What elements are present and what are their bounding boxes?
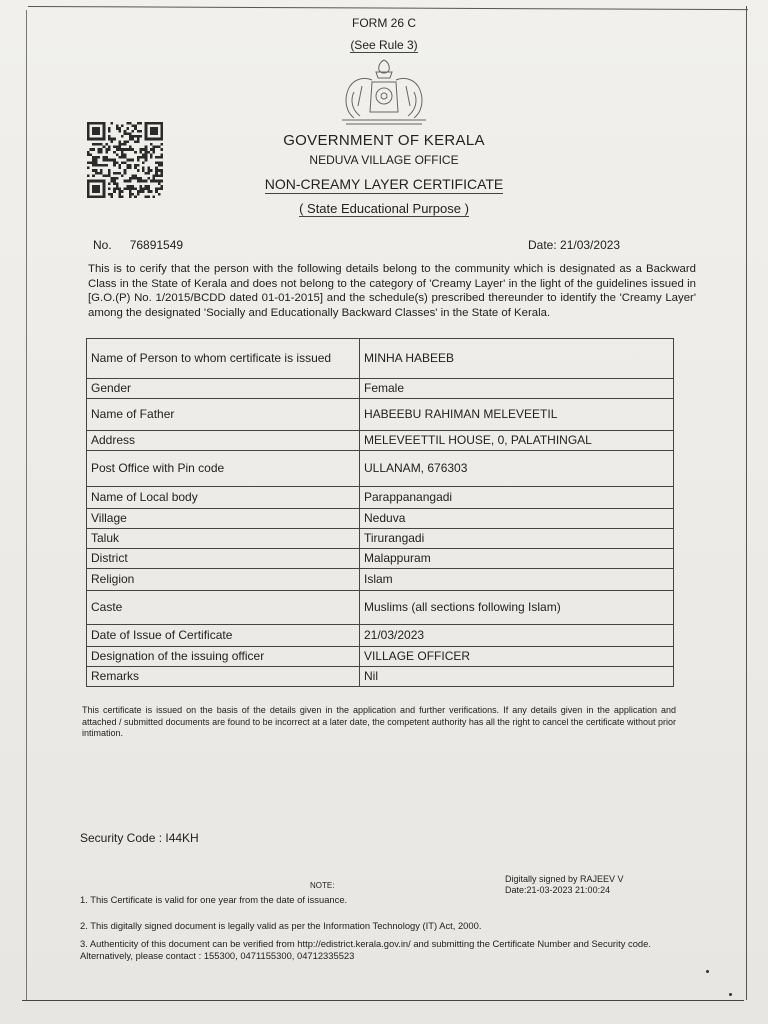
details-label: Name of Father	[87, 399, 360, 431]
details-value: Tirurangadi	[360, 529, 674, 549]
note-item: 3. Authenticity of this document can be verified from http://edistrict.kerala.gov.in/ and submitting the Certificate Number and Security code. Alternatively, please contact : 155300, 0471155300, 04712335523	[80, 938, 651, 961]
details-label: Name of Local body	[87, 487, 360, 509]
office-name: NEDUVA VILLAGE OFFICE	[309, 153, 459, 167]
qr-code-icon	[86, 122, 164, 198]
digital-signature	[505, 874, 624, 895]
details-row	[87, 451, 674, 487]
details-value: Nil	[360, 667, 674, 687]
intro-paragraph: This is to cerify that the person with the following details belong to the community which is designated as a Backward Class in the State of Kerala and does not belong to the category of 'Creamy Layer' in the light of the guidelines issued in [G.O.(P) No. 1/2015/BCDD dated 01-01-2015] and the schedule(s) prescribed thereunder to identify the 'Creamy Layer' among the designated 'Socially and Educationally Backward Classes' in the State of Kerala.	[88, 263, 696, 319]
details-row	[87, 549, 674, 569]
details-value: Malappuram	[360, 549, 674, 569]
certificate-number	[93, 238, 183, 252]
speck	[729, 993, 732, 996]
speck	[706, 970, 709, 973]
details-value: 21/03/2023	[360, 625, 674, 647]
details-label: District	[87, 549, 360, 569]
details-table	[86, 338, 674, 687]
certificate-purpose-text: ( State Educational Purpose )	[299, 201, 469, 216]
form-rule-text: (See Rule 3)	[350, 38, 418, 52]
details-row	[87, 591, 674, 625]
certificate-date-value: 21/03/2023	[560, 238, 621, 252]
kerala-emblem-icon	[332, 56, 436, 126]
details-label: Taluk	[87, 529, 360, 549]
certificate-number-value: 76891549	[129, 238, 184, 252]
signature-date: Date:21-03-2023 21:00:24	[505, 884, 611, 895]
form-number: FORM 26 C	[351, 16, 416, 30]
certificate-date	[528, 238, 620, 252]
details-value: MINHA HABEEB	[360, 339, 674, 379]
details-label: Name of Person to whom certificate is issued	[87, 339, 360, 379]
details-value: VILLAGE OFFICER	[360, 647, 674, 667]
certificate-title-text: NON-CREAMY LAYER CERTIFICATE	[264, 176, 504, 192]
details-value: Parappanangadi	[360, 487, 674, 509]
certificate-number-label: No.	[93, 238, 112, 252]
details-row	[87, 569, 674, 591]
details-value: Female	[360, 379, 674, 399]
border-right	[746, 6, 747, 1000]
details-label: Post Office with Pin code	[87, 451, 360, 487]
government-name: GOVERNMENT OF KERALA	[283, 132, 485, 149]
details-label: Caste	[87, 591, 360, 625]
details-row	[87, 431, 674, 451]
details-label: Village	[87, 509, 360, 529]
details-value: Neduva	[360, 509, 674, 529]
details-row	[87, 487, 674, 509]
details-row	[87, 379, 674, 399]
border-bottom	[22, 1000, 744, 1001]
details-label: Religion	[87, 569, 360, 591]
details-value: Islam	[360, 569, 674, 591]
details-value: Muslims (all sections following Islam)	[360, 591, 674, 625]
details-value: MELEVEETTIL HOUSE, 0, PALATHINGAL	[360, 431, 674, 451]
details-value: ULLANAM, 676303	[360, 451, 674, 487]
certificate-purpose	[200, 201, 568, 216]
details-label: Address	[87, 431, 360, 451]
details-label: Date of Issue of Certificate	[87, 625, 360, 647]
details-label: Designation of the issuing officer	[87, 647, 360, 667]
security-code: Security Code : I44KH	[80, 831, 199, 845]
details-label: Remarks	[87, 667, 360, 687]
details-label: Gender	[87, 379, 360, 399]
details-row	[87, 509, 674, 529]
note-item: 1. This Certificate is valid for one year from the date of issuance.	[80, 894, 348, 905]
details-row	[87, 529, 674, 549]
form-rule	[200, 38, 568, 52]
signature-signer: Digitally signed by RAJEEV V	[505, 874, 624, 884]
details-value: HABEEBU RAHIMAN MELEVEETIL	[360, 399, 674, 431]
disclaimer-text: This certificate is issued on the basis of the details given in the application and further verifications. If any details given in the application and attached / submitted documents are found to be incorrect at a later date, the competent authority has all the right to cancel the certificate without prior intimation.	[82, 705, 676, 738]
certificate-date-label: Date:	[528, 238, 557, 252]
details-row	[87, 339, 674, 379]
details-row	[87, 667, 674, 687]
details-row	[87, 647, 674, 667]
border-left	[26, 10, 27, 1000]
details-row	[87, 399, 674, 431]
note-item: 2. This digitally signed document is legally valid as per the Information Technology (IT) Act, 2000.	[80, 920, 482, 931]
details-row	[87, 625, 674, 647]
border-top	[28, 6, 748, 10]
certificate-title	[200, 176, 568, 192]
note-label: NOTE:	[310, 881, 335, 890]
